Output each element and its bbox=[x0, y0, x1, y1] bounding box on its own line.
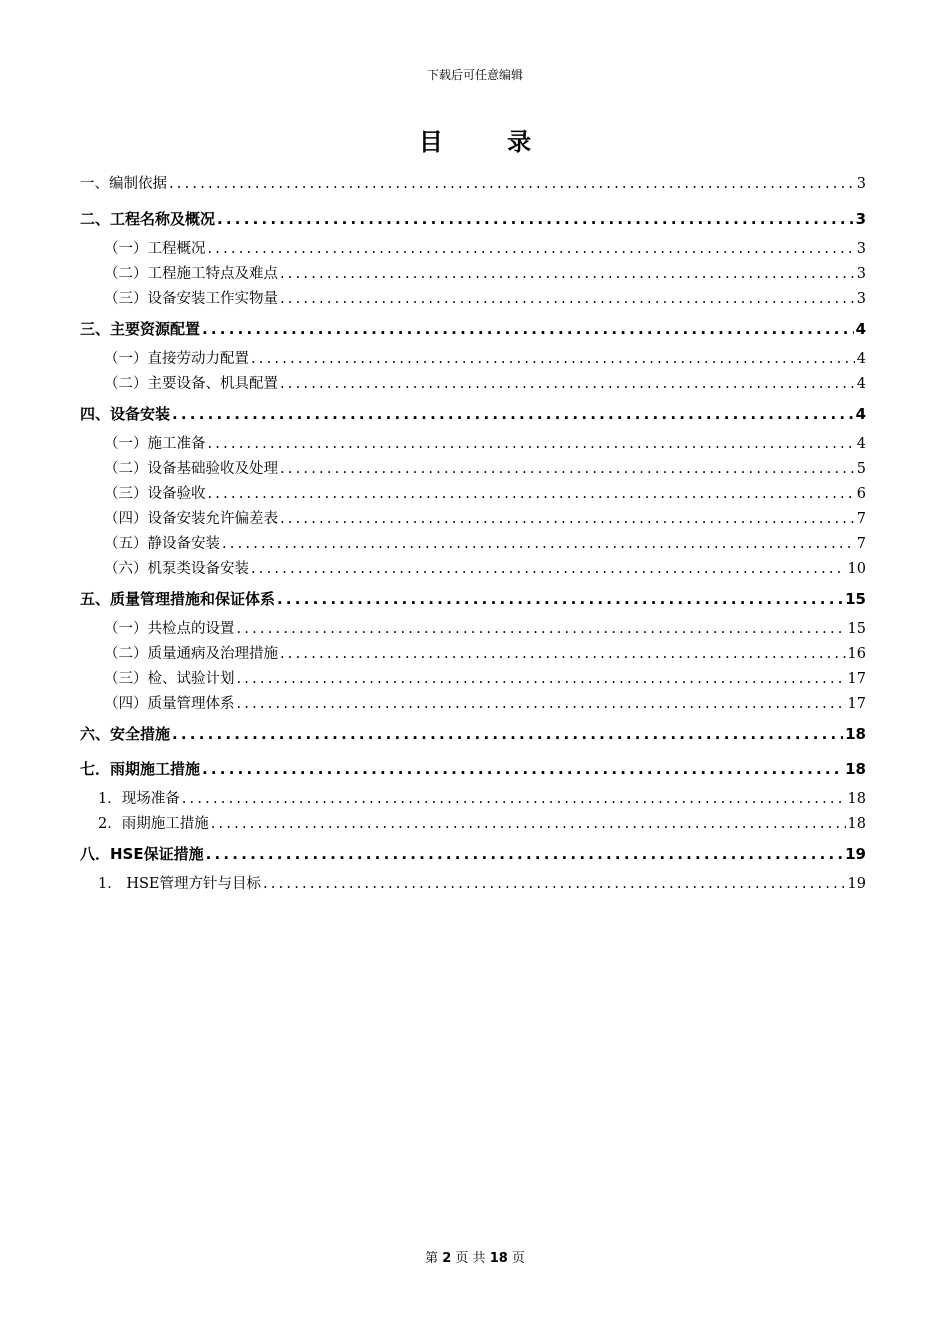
toc-leader-dots bbox=[280, 287, 855, 312]
toc-leader-dots bbox=[202, 752, 843, 787]
toc-entry-label: 2．雨期施工措施 bbox=[98, 816, 209, 832]
toc-entry-page: 19 bbox=[845, 845, 866, 863]
toc-entry-label: 五、质量管理措施和保证体系 bbox=[80, 590, 276, 608]
toc-entry[interactable] bbox=[80, 872, 866, 897]
toc-entry[interactable] bbox=[80, 372, 866, 397]
toc-entry-page: 16 bbox=[847, 646, 866, 662]
toc-entry-label: 八．HSE保证措施 bbox=[80, 845, 204, 863]
toc-entry[interactable] bbox=[80, 692, 866, 717]
toc-entry[interactable] bbox=[80, 397, 866, 432]
page-title: 目 录 bbox=[418, 127, 560, 156]
toc-entry-label: 四、设备安装 bbox=[80, 405, 171, 423]
toc-entry[interactable] bbox=[80, 617, 866, 642]
toc-entry[interactable] bbox=[80, 202, 866, 237]
toc-entry-label: （四）质量管理体系 bbox=[104, 696, 235, 712]
toc-entry-label: （六）机泵类设备安装 bbox=[104, 561, 249, 577]
toc-entry-label: 三、主要资源配置 bbox=[80, 320, 201, 338]
toc-entry-label: （一）施工准备 bbox=[104, 436, 206, 452]
toc-entry-page: 18 bbox=[845, 725, 866, 743]
toc-entry-label: 六、安全措施 bbox=[80, 725, 171, 743]
toc-entry-page: 4 bbox=[855, 405, 866, 423]
toc-entry[interactable] bbox=[80, 312, 866, 347]
toc-leader-dots bbox=[169, 167, 855, 202]
toc-entry[interactable] bbox=[80, 532, 866, 557]
header-note: 下载后可任意编辑 bbox=[426, 68, 523, 82]
toc-entry-page: 3 bbox=[855, 210, 866, 228]
toc-entry-page: 5 bbox=[856, 461, 866, 477]
toc-entry-label: 七．雨期施工措施 bbox=[80, 760, 201, 778]
toc-leader-dots bbox=[217, 202, 854, 237]
toc-leader-dots bbox=[280, 507, 855, 532]
toc-entry[interactable] bbox=[80, 167, 866, 202]
toc-entry[interactable] bbox=[80, 812, 866, 837]
toc-entry[interactable] bbox=[80, 787, 866, 812]
toc-leader-dots bbox=[280, 262, 855, 287]
toc-leader-dots bbox=[208, 432, 855, 457]
toc-leader-dots bbox=[222, 532, 855, 557]
toc-leader-dots bbox=[172, 717, 843, 752]
page-footer bbox=[0, 1247, 950, 1266]
toc-entry-page: 18 bbox=[845, 760, 866, 778]
toc-leader-dots bbox=[237, 692, 846, 717]
toc-entry-page: 4 bbox=[855, 320, 866, 338]
toc-entry-page: 3 bbox=[856, 241, 866, 257]
toc-entry[interactable] bbox=[80, 837, 866, 872]
toc-leader-dots bbox=[182, 787, 846, 812]
toc-leader-dots bbox=[172, 397, 854, 432]
toc-entry-page: 10 bbox=[847, 561, 866, 577]
toc-entry-label: 1．现场准备 bbox=[98, 791, 180, 807]
toc-entry-page: 17 bbox=[847, 696, 866, 712]
toc-leader-dots bbox=[208, 237, 855, 262]
toc-leader-dots bbox=[237, 617, 846, 642]
toc-entry-page: 15 bbox=[845, 590, 866, 608]
toc-entry[interactable] bbox=[80, 482, 866, 507]
toc-entry-page: 6 bbox=[856, 486, 866, 502]
toc-entry-page: 7 bbox=[856, 536, 866, 552]
toc-entry-page: 17 bbox=[847, 671, 866, 687]
toc-leader-dots bbox=[263, 872, 846, 897]
footer-total-pages: 18 bbox=[489, 1251, 508, 1266]
toc-entry-label: （二）工程施工特点及难点 bbox=[104, 266, 278, 282]
toc-entry-page: 18 bbox=[847, 816, 866, 832]
toc-entry-label: （二）质量通病及治理措施 bbox=[104, 646, 278, 662]
footer-suffix: 页 bbox=[511, 1251, 525, 1266]
toc-leader-dots bbox=[280, 642, 846, 667]
toc-entry[interactable] bbox=[80, 582, 866, 617]
footer-middle: 页 共 bbox=[455, 1251, 486, 1266]
toc-entry[interactable] bbox=[80, 752, 866, 787]
toc-entry[interactable] bbox=[80, 507, 866, 532]
toc-entry[interactable] bbox=[80, 347, 866, 372]
toc-entry[interactable] bbox=[80, 287, 866, 312]
toc-entry-page: 4 bbox=[856, 351, 866, 367]
toc-entry[interactable] bbox=[80, 237, 866, 262]
toc-leader-dots bbox=[251, 347, 855, 372]
toc-entry-page: 15 bbox=[847, 621, 866, 637]
toc-entry-label: （五）静设备安装 bbox=[104, 536, 220, 552]
table-of-contents bbox=[80, 167, 866, 897]
footer-prefix: 第 bbox=[425, 1251, 439, 1266]
toc-leader-dots bbox=[237, 667, 846, 692]
toc-entry-label: （一）共检点的设置 bbox=[104, 621, 235, 637]
toc-entry-label: （二）设备基础验收及处理 bbox=[104, 461, 278, 477]
toc-leader-dots bbox=[251, 557, 846, 582]
toc-entry-label: （一）工程概况 bbox=[104, 241, 206, 257]
toc-entry-label: （二）主要设备、机具配置 bbox=[104, 376, 278, 392]
toc-entry-page: 3 bbox=[856, 266, 866, 282]
toc-entry-label: （三）检、试验计划 bbox=[104, 671, 235, 687]
toc-entry-label: 二、工程名称及概况 bbox=[80, 210, 216, 228]
toc-leader-dots bbox=[206, 837, 844, 872]
toc-entry-page: 7 bbox=[856, 511, 866, 527]
toc-leader-dots bbox=[277, 582, 843, 617]
toc-leader-dots bbox=[202, 312, 854, 347]
toc-leader-dots bbox=[208, 482, 855, 507]
toc-entry-page: 4 bbox=[856, 376, 866, 392]
toc-entry[interactable] bbox=[80, 262, 866, 287]
toc-entry-page: 3 bbox=[856, 291, 866, 307]
toc-entry-page: 3 bbox=[856, 176, 866, 192]
toc-entry-page: 19 bbox=[847, 876, 866, 892]
toc-entry-page: 4 bbox=[856, 436, 866, 452]
footer-current-page: 2 bbox=[442, 1251, 452, 1266]
toc-entry[interactable] bbox=[80, 642, 866, 667]
toc-entry-label: （三）设备验收 bbox=[104, 486, 206, 502]
toc-leader-dots bbox=[280, 457, 855, 482]
toc-entry[interactable] bbox=[80, 667, 866, 692]
toc-entry-label: 一、编制依据 bbox=[80, 176, 167, 192]
toc-entry-label: （一）直接劳动力配置 bbox=[104, 351, 249, 367]
toc-entry-label: 1． HSE管理方针与目标 bbox=[98, 876, 261, 892]
toc-leader-dots bbox=[280, 372, 855, 397]
toc-entry[interactable] bbox=[80, 457, 866, 482]
toc-entry[interactable] bbox=[80, 717, 866, 752]
toc-entry-label: （四）设备安装允许偏差表 bbox=[104, 511, 278, 527]
toc-entry-page: 18 bbox=[847, 791, 866, 807]
toc-entry[interactable] bbox=[80, 432, 866, 457]
toc-leader-dots bbox=[211, 812, 846, 837]
toc-entry[interactable] bbox=[80, 557, 866, 582]
toc-entry-label: （三）设备安装工作实物量 bbox=[104, 291, 278, 307]
